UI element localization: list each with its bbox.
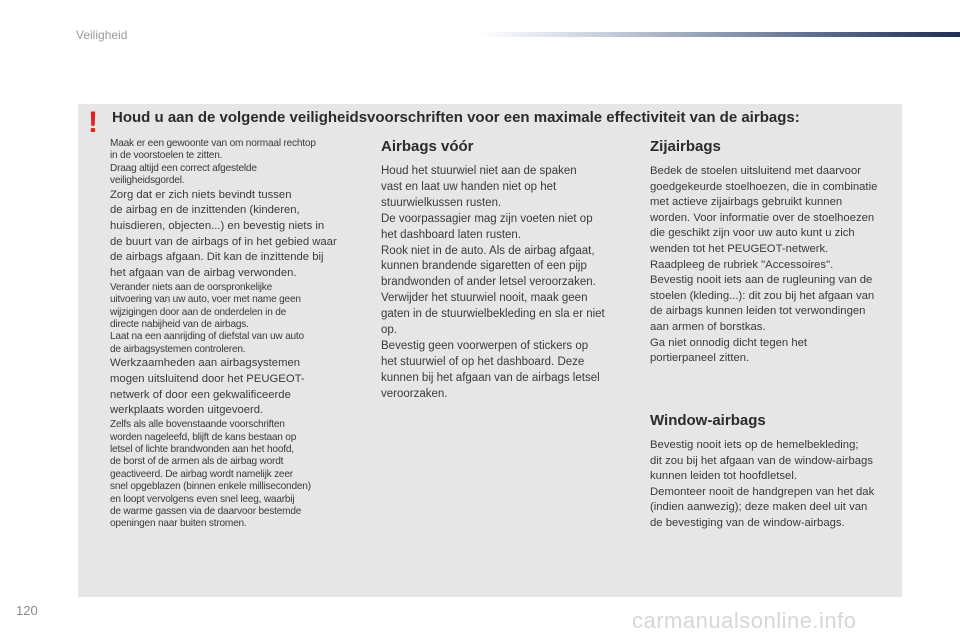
text-line: geactiveerd. De airbag wordt namelijk zeer (110, 468, 293, 480)
text-line: goedgekeurde stoelhoezen, die in combinatie (650, 180, 878, 193)
text-line: Laat na een aanrijding of diefstal van uw auto (110, 331, 304, 343)
text-line: wenden tot het PEUGEOT-netwerk. (650, 242, 829, 255)
text-line: die geschikt zijn voor uw auto kunt u zich (650, 227, 855, 240)
text-line: kunnen leiden tot hoofdletsel. (650, 470, 797, 483)
text-line: kunnen brandende sigaretten of een pijp (381, 260, 587, 273)
page-number: 120 (16, 603, 38, 618)
text-line: brandwonden of ander letsel veroorzaken. (381, 276, 596, 289)
text-line: vast en laat uw handen niet op het (381, 180, 557, 193)
text-line: Verander niets aan de oorspronkelijke (110, 281, 273, 293)
front-airbags-text (381, 164, 631, 403)
text-line: aan armen of borstkas. (650, 320, 766, 333)
side-airbags-text (650, 164, 900, 367)
text-line: worden. Voor informatie over de stoelhoezen (650, 211, 875, 224)
text-line: Bedek de stoelen uitsluitend met daarvoor (650, 165, 862, 177)
window-airbags-section (650, 412, 900, 532)
text-line: Bevestig nooit iets op de hemelbekleding; (650, 439, 859, 451)
text-line: Bevestig geen voorwerpen of stickers op (381, 339, 589, 352)
exclamation-icon: ! (88, 106, 98, 139)
text-line: netwerk of door een gekwalificeerde (110, 388, 291, 401)
text-line: Verwijder het stuurwiel nooit, maak geen (381, 292, 588, 305)
window-airbags-text (650, 438, 900, 532)
text-line: Houd het stuurwiel niet aan de spaken (381, 165, 577, 177)
text-line: het afgaan van de airbag verwonden. (110, 267, 297, 280)
text-line: stoelen (kleding...): dit zou bij het afgaan van (650, 289, 875, 302)
text-line: Maak er een gewoonte van om normaal rechtop (110, 138, 316, 149)
text-line: Werkzaamheden aan airbagsystemen (110, 357, 301, 370)
text-line: op. (381, 324, 397, 337)
text-line: de warme gassen via de daarvoor bestemde (110, 505, 302, 517)
text-line: mogen uitsluitend door het PEUGEOT- (110, 372, 305, 385)
warning-title: Houd u aan de volgende veiligheidsvoorschriften voor een maximale effectiviteit van de airbags: (112, 109, 800, 126)
text-line: en loopt vervolgens even snel leeg, waarbij (110, 493, 295, 505)
text-line: met actieve zijairbags gebruikt kunnen (650, 196, 843, 209)
text-line: de airbags kunnen leiden tot verwondingen (650, 305, 866, 318)
text-line: veroorzaken. (381, 387, 448, 400)
text-line: de buurt van de airbags of in het gebied waar (110, 235, 337, 248)
text-line: het stuurwiel of op het dashboard. Deze (381, 355, 585, 368)
text-line: worden nageleefd, blijft de kans bestaan op (110, 431, 297, 443)
text-line: kunnen bij het afgaan van de airbags letsel (381, 371, 600, 384)
text-line: uitvoering van uw auto, voer met name geen (110, 294, 301, 306)
text-line: de airbag en de inzittenden (kinderen, (110, 204, 300, 217)
text-line: stuurwielkussen rusten. (381, 196, 502, 209)
section-label: Veiligheid (76, 28, 128, 42)
text-line: Bevestig nooit iets aan de rugleuning van de (650, 274, 873, 287)
side-airbags-section (650, 138, 900, 367)
text-line: Demonteer nooit de handgrepen van het dak (650, 485, 875, 498)
text-line: Zorg dat er zich niets bevindt tussen (110, 188, 292, 201)
text-line: de borst of de armen als de airbag wordt (110, 456, 284, 468)
watermark: carmanualsonline.info (632, 608, 857, 633)
text-line: de bevestiging van de window-airbags. (650, 516, 845, 529)
text-line: snel opgeblazen (binnen enkele milliseconden) (110, 481, 311, 493)
front-airbags-heading: Airbags vóór (381, 138, 474, 155)
text-line: (indien aanwezig); deze maken deel uit van (650, 501, 868, 514)
side-airbags-heading: Zijairbags (650, 138, 721, 155)
text-line: dit zou bij het afgaan van de window-airbags (650, 454, 873, 467)
text-line: portierpaneel zitten. (650, 352, 750, 365)
text-line: De voorpassagier mag zijn voeten niet op (381, 212, 593, 225)
text-line: Ga niet onnodig dicht tegen het (650, 336, 808, 349)
text-line: gaten in de stuurwielbekleding en sla er niet (381, 308, 605, 321)
text-line: het dashboard laten rusten. (381, 228, 522, 241)
general-rules-column (110, 138, 372, 531)
text-line: Draag altijd een correct afgestelde (110, 162, 257, 174)
text-line: de airbagsystemen controleren. (110, 343, 246, 355)
text-line: veiligheidsgordel. (110, 175, 185, 187)
front-airbags-section (381, 138, 631, 403)
text-line: directe nabijheid van de airbags. (110, 319, 249, 331)
text-line: huisdieren, objecten...) en bevestig niets in (110, 220, 325, 233)
text-line: letsel of lichte brandwonden aan het hoofd, (110, 443, 294, 455)
text-line: Rook niet in de auto. Als de airbag afgaat, (381, 244, 595, 257)
header-rule (478, 32, 960, 37)
text-line: Zelfs als alle bovenstaande voorschriften (110, 419, 285, 431)
text-line: werkplaats worden uitgevoerd. (110, 404, 264, 417)
text-line: in de voorstoelen te zitten. (110, 150, 223, 162)
text-line: de airbags afgaan. Dit kan de inzittende bij (110, 251, 324, 264)
text-line: Raadpleeg de rubriek "Accessoires". (650, 258, 834, 271)
text-line: openingen naar buiten stromen. (110, 518, 247, 530)
text-line: wijzigingen door aan de onderdelen in de (110, 306, 287, 318)
window-airbags-heading: Window-airbags (650, 412, 766, 429)
